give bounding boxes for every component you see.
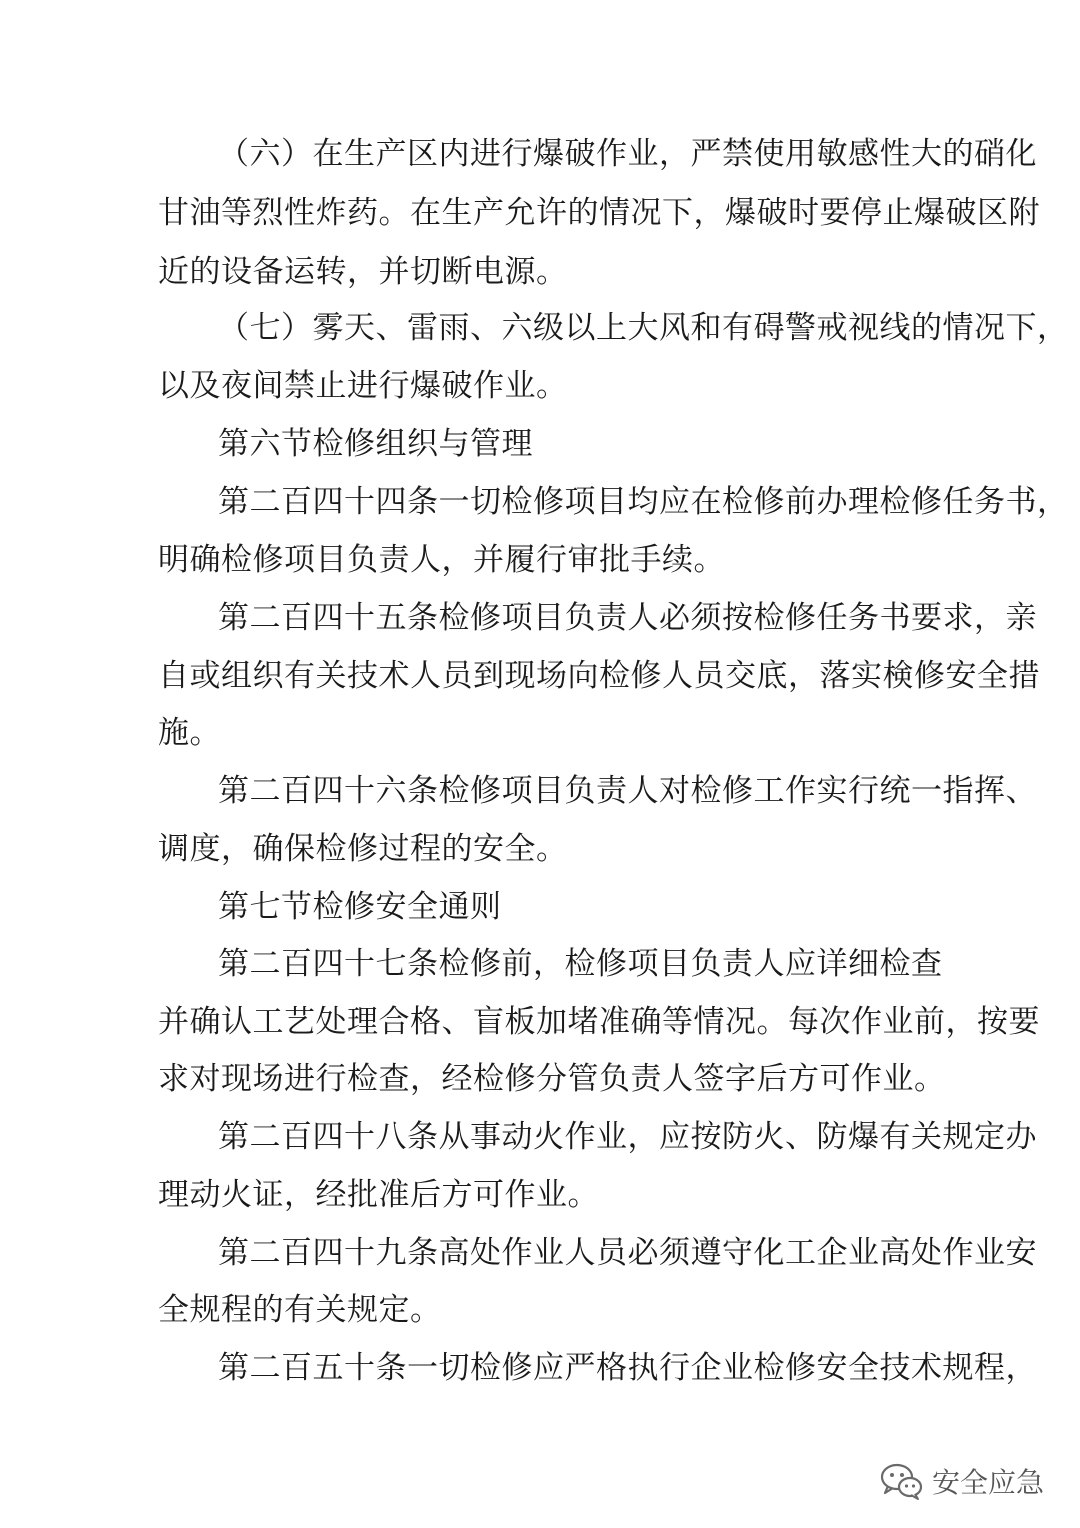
paragraph-line: 调度，确保检修过程的安全。	[158, 831, 568, 867]
paragraph-line: 第二百四十九条高处作业人员必须遵守化工企业高处作业安	[218, 1235, 1037, 1271]
watermark-text: 安全应急	[932, 1466, 1045, 1499]
section-heading: 第六节检修组织与管理	[218, 426, 533, 462]
paragraph-line: 第二百四十四条一切检修项目均应在检修前办理检修任务书，	[218, 484, 1069, 520]
watermark	[880, 1456, 1044, 1506]
paragraph-line: 以及夜间禁止进行爆破作业。	[158, 368, 568, 404]
section-heading: 第七节检修安全通则	[218, 889, 502, 925]
paragraph-line: 求对现场进行检查，经检修分管负责人签字后方可作业。	[158, 1061, 946, 1097]
paragraph-line: 第二百四十七条检修前，检修项目负责人应详细检查	[218, 946, 943, 982]
paragraph-line: （七）雾天、雷雨、六级以上大风和有碍警戒视线的情况下，	[218, 310, 1069, 346]
paragraph-line: 第二百四十五条检修项目负责人必须按检修任务书要求，亲	[218, 600, 1037, 636]
paragraph-line: 第二百四十六条检修项目负责人对检修工作实行统一指挥、	[218, 773, 1037, 809]
paragraph-line: 近的设备运转，并切断电源。	[158, 254, 568, 290]
paragraph-line: 并确认工艺处理合格、盲板加堵准确等情况。每次作业前，按要	[158, 1004, 1040, 1040]
paragraph-line: 施。	[158, 715, 221, 751]
paragraph-line: 第二百四十八条从事动火作业，应按防火、防爆有关规定办	[218, 1119, 1037, 1155]
paragraph-line: 全规程的有关规定。	[158, 1292, 442, 1328]
paragraph-line: 第二百五十条一切检修应严格执行企业检修安全技术规程，	[218, 1350, 1037, 1386]
paragraph-line: 理动火证，经批准后方可作业。	[158, 1177, 599, 1213]
wechat-icon	[880, 1461, 924, 1501]
paragraph-line: （六）在生产区内进行爆破作业，严禁使用敏感性大的硝化	[218, 136, 1037, 172]
paragraph-line: 自或组织有关技术人员到现场向检修人员交底，落实検修安全措	[158, 658, 1040, 694]
paragraph-line: 甘油等烈性炸药。在生产允许的情况下，爆破时要停止爆破区附	[158, 195, 1040, 231]
paragraph-line: 明确检修项目负责人，并履行审批手续。	[158, 542, 725, 578]
